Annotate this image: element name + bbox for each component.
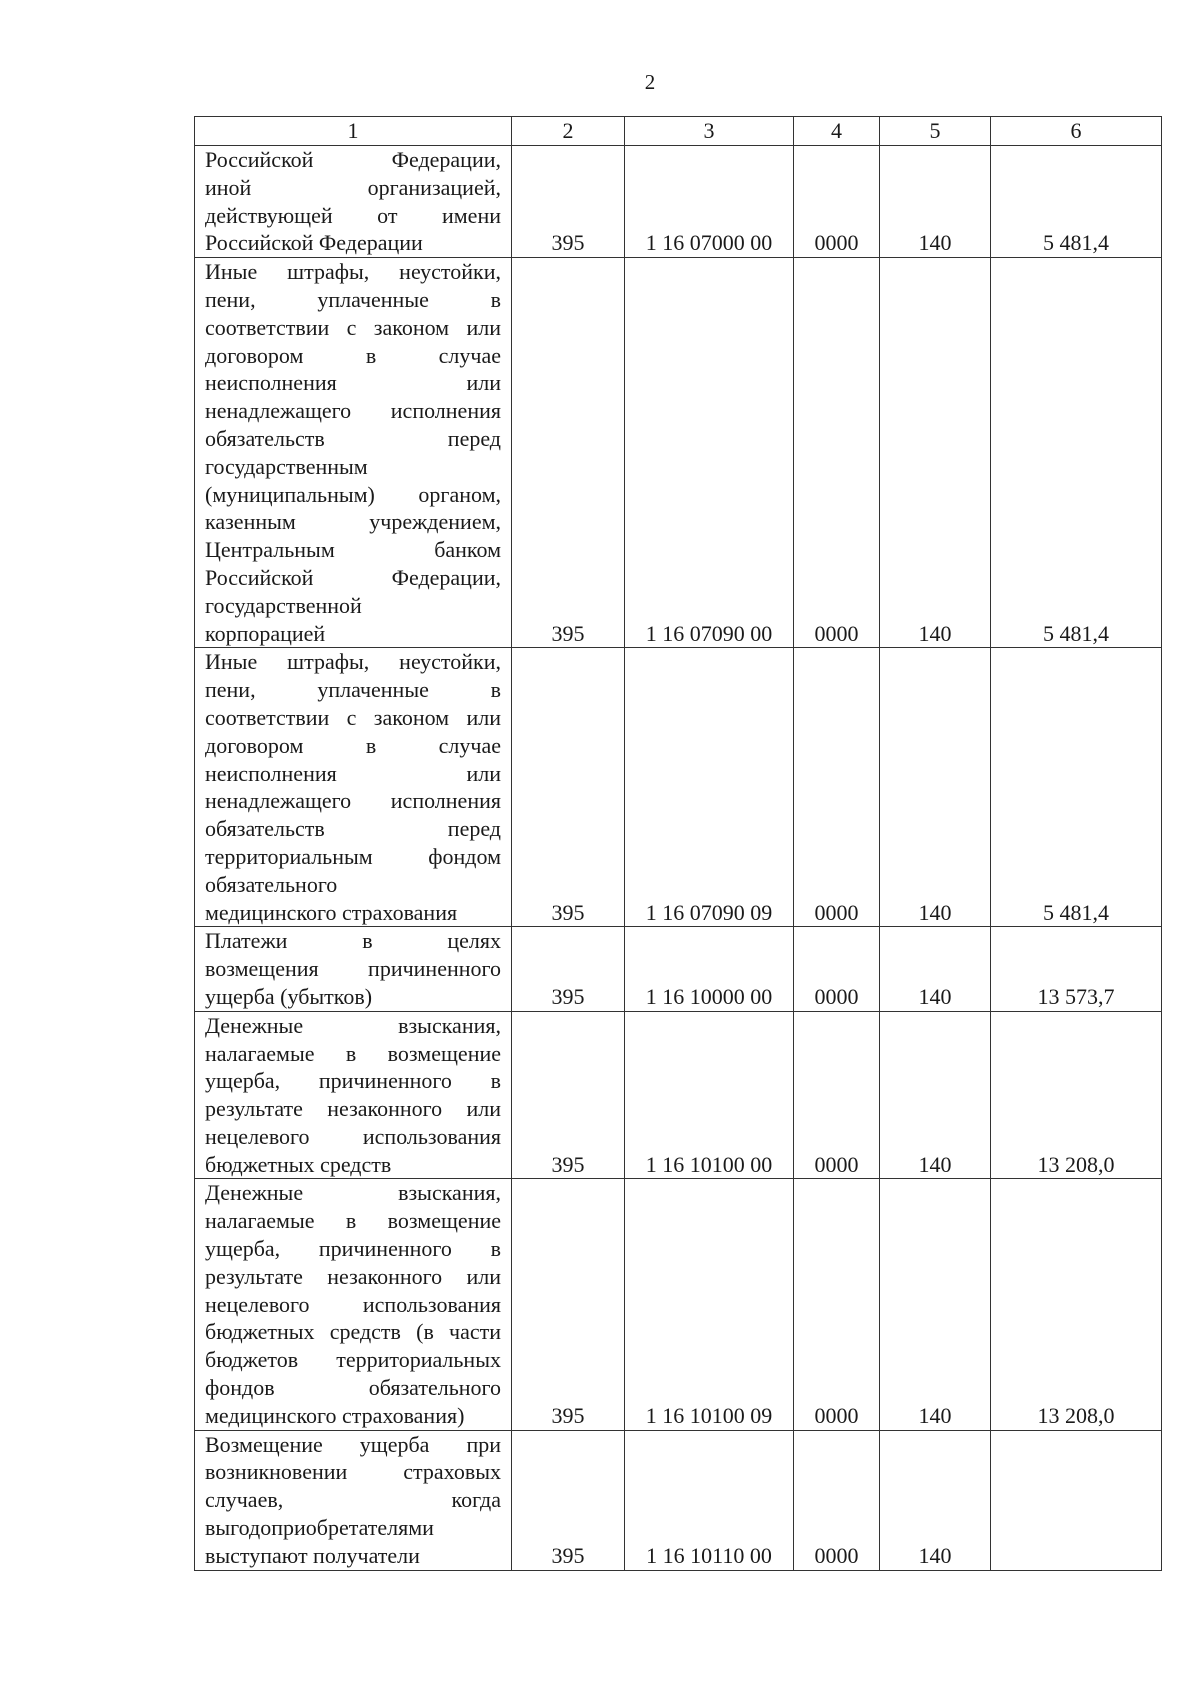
description-line: обязательств перед <box>205 816 501 842</box>
table-row <box>195 146 1162 258</box>
description-line: иной организацией, <box>205 174 501 200</box>
program-code-cell: 0000 <box>794 258 880 648</box>
description-line: фондов обязательного <box>205 1375 501 1401</box>
economic-code-cell: 140 <box>880 1011 991 1179</box>
description-line: неисполнения или <box>205 760 501 786</box>
description-line: обязательств перед <box>205 425 501 451</box>
description-cell <box>195 927 512 1011</box>
description-line: государственным <box>205 453 368 479</box>
table-row <box>195 258 1162 648</box>
description-line: выгодоприобретателями <box>205 1515 434 1541</box>
table-row <box>195 1430 1162 1570</box>
description-line: (муниципальным) органом, <box>205 481 501 507</box>
program-code-cell: 0000 <box>794 146 880 258</box>
description-line: соответствии с законом или <box>205 704 501 730</box>
description-cell <box>195 648 512 927</box>
budget-revenue-table <box>194 116 1162 1571</box>
description-line: бюджетных средств (в части <box>205 1319 501 1345</box>
revenue-code-cell: 1 16 10110 00 <box>625 1430 794 1570</box>
description-line: Центральным банком <box>205 537 501 563</box>
description-line: неисполнения или <box>205 370 501 396</box>
description-line: Иные штрафы, неустойки, <box>205 649 501 675</box>
table-row <box>195 927 1162 1011</box>
description-line: Платежи в целях <box>205 928 501 954</box>
program-code-cell: 0000 <box>794 1430 880 1570</box>
program-code-cell: 0000 <box>794 648 880 927</box>
description-line: возникновении страховых <box>205 1459 501 1485</box>
description-line: Российской Федерации <box>205 230 423 256</box>
table-row <box>195 1011 1162 1179</box>
amount-cell: 13 208,0 <box>991 1179 1162 1430</box>
description-line: ненадлежащего исполнения <box>205 398 501 424</box>
table-header-row <box>195 117 1162 146</box>
description-line: нецелевого использования <box>205 1291 501 1317</box>
amount-cell <box>991 1430 1162 1570</box>
description-line: ущерба, причиненного в <box>205 1236 501 1262</box>
description-line: действующей от имени <box>205 202 501 228</box>
description-line: пени, уплаченные в <box>205 677 501 703</box>
economic-code-cell: 140 <box>880 648 991 927</box>
description-line: выступают получатели <box>205 1542 420 1568</box>
revenue-code-cell: 1 16 07090 00 <box>625 258 794 648</box>
description-line: договором в случае <box>205 342 501 368</box>
admin-code-cell: 395 <box>512 258 625 648</box>
description-line: бюджетов территориальных <box>205 1347 501 1373</box>
description-line: Иные штрафы, неустойки, <box>205 259 501 285</box>
amount-cell: 5 481,4 <box>991 258 1162 648</box>
revenue-code-cell: 1 16 10000 00 <box>625 927 794 1011</box>
description-line: медицинского страхования) <box>205 1402 465 1428</box>
description-line: ненадлежащего исполнения <box>205 788 501 814</box>
amount-cell: 13 208,0 <box>991 1011 1162 1179</box>
column-header-5: 5 <box>880 117 991 146</box>
description-cell <box>195 1011 512 1179</box>
program-code-cell: 0000 <box>794 1011 880 1179</box>
amount-cell: 5 481,4 <box>991 146 1162 258</box>
amount-cell: 5 481,4 <box>991 648 1162 927</box>
description-line: договором в случае <box>205 732 501 758</box>
program-code-cell: 0000 <box>794 1179 880 1430</box>
revenue-code-cell: 1 16 07000 00 <box>625 146 794 258</box>
description-line: соответствии с законом или <box>205 314 501 340</box>
column-header-1: 1 <box>195 117 512 146</box>
description-line: ущерба, причиненного в <box>205 1068 501 1094</box>
economic-code-cell: 140 <box>880 927 991 1011</box>
description-line: медицинского страхования <box>205 899 458 925</box>
page-number: 2 <box>644 70 656 94</box>
column-header-2: 2 <box>512 117 625 146</box>
description-line: Российской Федерации, <box>205 564 501 590</box>
description-line: Российской Федерации, <box>205 147 501 172</box>
description-cell <box>195 1179 512 1430</box>
economic-code-cell: 140 <box>880 1430 991 1570</box>
revenue-code-cell: 1 16 07090 09 <box>625 648 794 927</box>
admin-code-cell: 395 <box>512 1179 625 1430</box>
admin-code-cell: 395 <box>512 1430 625 1570</box>
description-line: налагаемые в возмещение <box>205 1208 501 1234</box>
description-line: пени, уплаченные в <box>205 286 501 312</box>
amount-cell: 13 573,7 <box>991 927 1162 1011</box>
description-line: результате незаконного или <box>205 1096 501 1122</box>
description-line: территориальным фондом <box>205 843 501 869</box>
admin-code-cell: 395 <box>512 927 625 1011</box>
description-line: казенным учреждением, <box>205 509 501 535</box>
table-body <box>195 146 1162 1571</box>
description-line: государственной <box>205 592 362 618</box>
description-line: налагаемые в возмещение <box>205 1040 501 1066</box>
admin-code-cell: 395 <box>512 648 625 927</box>
economic-code-cell: 140 <box>880 1179 991 1430</box>
description-line: результате незаконного или <box>205 1263 501 1289</box>
description-cell <box>195 258 512 648</box>
description-line: Денежные взыскания, <box>205 1012 501 1038</box>
column-header-4: 4 <box>794 117 880 146</box>
column-header-6: 6 <box>991 117 1162 146</box>
table-row <box>195 1179 1162 1430</box>
table-row <box>195 648 1162 927</box>
description-line: ущерба (убытков) <box>205 983 373 1009</box>
description-line: Денежные взыскания, <box>205 1180 501 1206</box>
description-line: бюджетных средств <box>205 1151 392 1177</box>
description-line: корпорацией <box>205 620 326 646</box>
admin-code-cell: 395 <box>512 146 625 258</box>
economic-code-cell: 140 <box>880 146 991 258</box>
description-line: обязательного <box>205 871 338 897</box>
admin-code-cell: 395 <box>512 1011 625 1179</box>
description-line: возмещения причиненного <box>205 956 501 982</box>
revenue-code-cell: 1 16 10100 09 <box>625 1179 794 1430</box>
revenue-code-cell: 1 16 10100 00 <box>625 1011 794 1179</box>
description-cell <box>195 146 512 258</box>
description-line: случаев, когда <box>205 1487 501 1513</box>
program-code-cell: 0000 <box>794 927 880 1011</box>
economic-code-cell: 140 <box>880 258 991 648</box>
description-cell <box>195 1430 512 1570</box>
column-header-3: 3 <box>625 117 794 146</box>
description-line: Возмещение ущерба при <box>205 1431 501 1457</box>
description-line: нецелевого использования <box>205 1123 501 1149</box>
